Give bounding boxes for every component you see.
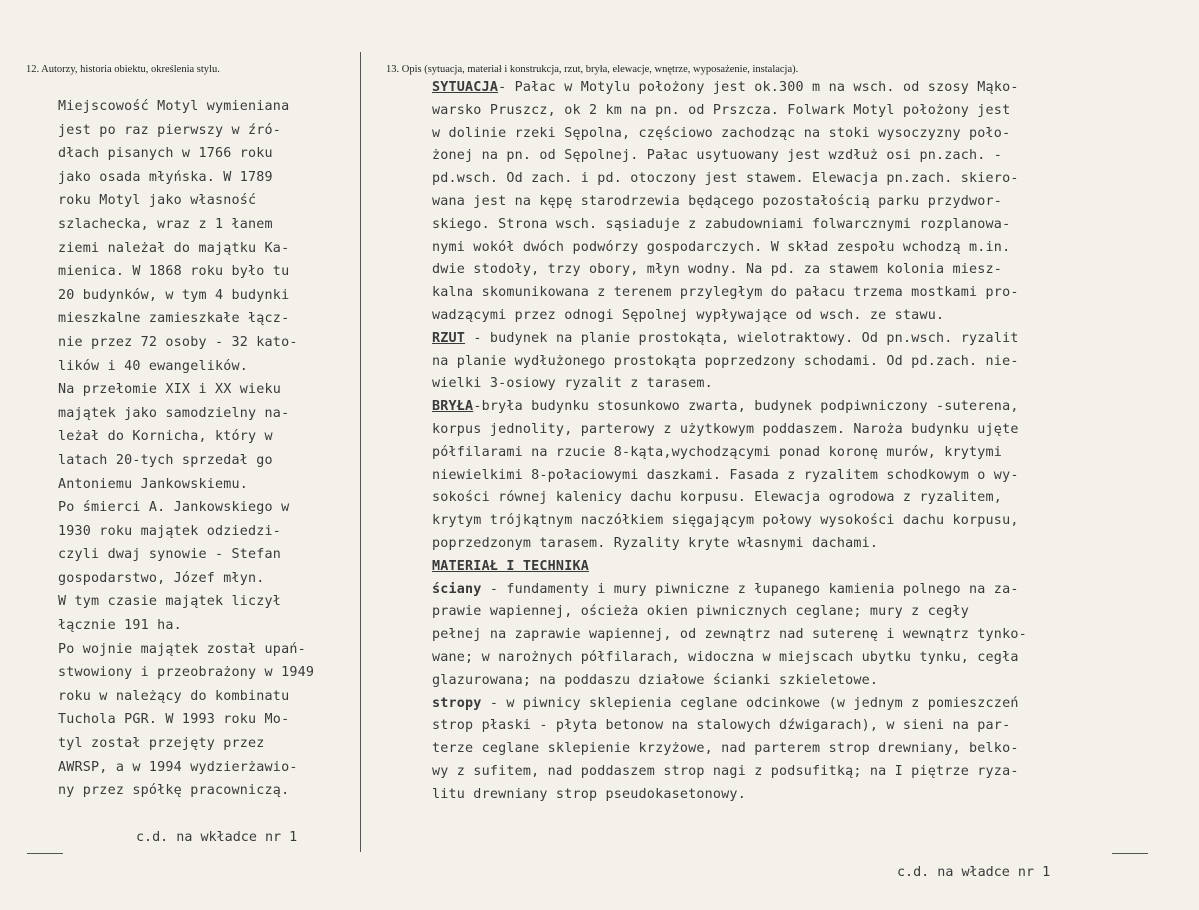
line-text: wana jest na kępę starodrzewia będącego pozostałością parku przydwor- [432,193,1003,209]
history-text-line: Na przełomie XIX i XX wieku [58,382,282,398]
line-text: korpus jednolity, parterowy z użytkowym poddaszem. Naroża budynku ujęte [432,421,1019,437]
line-text: wielki 3-osiowy ryzalit z tarasem. [432,376,713,392]
description-text-line [432,784,1027,807]
description-text-line [432,533,1027,556]
description-text-line [432,715,1027,738]
right-end-rule [1112,853,1148,854]
line-text: niewielkimi 8-połaciowymi daszkami. Fasada z ryzalitem schodkowym o wy- [432,467,1019,483]
line-text: pełnej na zaprawie wapiennej, od zewnątrz nad suterenę i wewnątrz tynko- [432,627,1027,643]
section-label: SYTUACJA [432,80,499,95]
history-text-line: latach 20-tych sprzedał go [58,452,273,468]
section-label: RZUT [432,330,466,346]
line-text: pd.wsch. Od zach. i pd. otoczony jest stawem. Elewacja pn.zach. skiero- [432,171,1019,187]
section-label: MATERIAŁ I TECHNIKA [432,558,589,574]
line-text: kalna skomunikowana z terenem przyległym do pałacu trzema mostkami pro- [432,285,1019,301]
history-text-line: mieszkalne zamieszkałe łącz- [58,311,290,327]
history-text-line: gospodarstwo, Józef młyn. [58,570,265,586]
line-text: wy z sufitem, nad poddaszem strop nagi z podsufitką; na I piętrze ryza- [432,763,1019,779]
history-text-line: leżał do Kornicha, który w [58,429,273,445]
description-text-line [432,168,1027,191]
description-text-line [432,738,1027,761]
line-text: żonej na pn. od Sępolnej. Pałac usytuowany jest wzdłuż osi pn.zach. - [432,148,1003,164]
section-label: BRYŁA [432,399,474,415]
history-text-line: jest po raz pierwszy w źró- [58,122,282,138]
right-continued-note: c.d. na władce nr 1 [897,865,1051,880]
line-text: glazurowana; na poddaszu działowe ścianki szkieletowe. [432,672,879,688]
left-continued-note: c.d. na wkładce nr 1 [136,830,298,845]
description-text-line [432,373,1027,396]
description-text-line [432,77,1027,100]
line-text: prawie wapiennej, ościeża okien piwnicznych ceglane; mury z cegły [432,604,970,620]
description-text-line [432,145,1027,168]
history-text-line: nie przez 72 osoby - 32 kato- [58,334,298,350]
history-text-line: szlachecka, wraz z 1 łanem [58,216,273,232]
line-text: dwie stodoły, trzy obory, młyn wodny. Na pd. za stawem kolonia miesz- [432,262,1003,278]
history-text-line: Po wojnie majątek został upań- [58,641,306,657]
history-text-line: W tym czasie majątek liczył [58,594,282,610]
line-text: terze ceglane sklepienie krzyżowe, nad parterem strop drewniany, belko- [432,741,1019,757]
line-text: - fundamenty i mury piwniczne z łupanego kamienia polnego na za- [481,581,1019,597]
subsection-label: stropy [432,695,482,711]
description-text-line [432,601,1027,624]
description-text-line [432,100,1027,123]
history-text-line: Miejscowość Motyl wymieniana [58,99,290,114]
description-text-line [432,761,1027,784]
section-13-header: 13. Opis (sytuacja, materiał i konstrukcja, rzut, bryła, elewacje, wnętrze, wyposażenie, instalacja). [386,64,799,75]
description-text-line [432,282,1027,305]
history-text-line: ny przez spółkę pracowniczą. [58,783,290,799]
description-text-line [432,556,1027,579]
line-text: na planie wydłużonego prostokąta poprzedzony schodami. Od pd.zach. nie- [432,353,1019,369]
description-text-line [432,328,1027,351]
description-text-line [432,579,1027,602]
line-text: -bryła budynku stosunkowo zwarta, budynek podpiwniczony -suterena, [473,399,1019,415]
line-text: warsko Pruszcz, ok 2 km na pn. od Prszcza. Folwark Motyl położony jest [432,102,1011,118]
history-text-line: ziemi należał do majątku Ka- [58,240,290,256]
description-text-line [432,670,1027,693]
description-text-line [432,305,1027,328]
line-text: sokości równej kalenicy dachu korpusu. Elewacja ogrodowa z ryzalitem, [432,490,1003,506]
description-text-line [432,351,1027,374]
description-text-line [432,693,1027,716]
line-text: krytym trójkątnym naczółkiem sięgającym połowy wysokości dachu korpusu, [432,513,1019,529]
history-text-line: majątek jako samodzielny na- [58,405,290,421]
history-text-line: łącznie 191 ha. [58,618,182,634]
history-text-line: czyli dwaj synowie - Stefan [58,547,282,563]
line-text: strop płaski - płyta betonow na stalowych dźwigarach), w sieni na par- [432,718,1011,734]
line-text: półfilarami na rzucie 8-kąta,wychodzącymi ponad koronę murów, krytymi [432,444,1003,460]
left-end-rule [27,853,63,854]
history-text-line: stwowiony i przeobrażony w 1949 [58,665,315,681]
description-text-line [432,237,1027,260]
line-text: w dolinie rzeki Sępolna, częściowo zachodząc na stoki wysoczyzny poło- [432,125,1011,141]
line-text: - w piwnicy sklepienia ceglane odcinkowe (w jednym z pomieszczeń [481,695,1019,711]
description-text-line [432,396,1027,419]
line-text: litu drewniany strop pseudokasetonowy. [432,786,746,802]
history-text-line: mienica. W 1868 roku było tu [58,264,290,280]
line-text: poprzedzonym tarasem. Ryzality kryte własnymi dachami. [432,535,879,551]
line-text: nymi wokół dwóch podwórzy gospodarczych. W skład zespołu wchodzą m.in. [432,239,1011,255]
history-text-line: tyl został przejęty przez [58,736,265,752]
history-text-line: roku Motyl jako własność [58,193,257,209]
history-text-line: dłach pisanych w 1766 roku [58,146,273,162]
description-text-line [432,647,1027,670]
line-text: wane; w narożnych półfilarach, widoczna w miejscach ubytku tynku, cegła [432,649,1019,665]
description-text-column [432,77,1027,807]
history-text-line: Tuchola PGR. W 1993 roku Mo- [58,712,290,728]
description-text-line [432,510,1027,533]
description-text-line [432,465,1027,488]
description-text-line [432,259,1027,282]
history-text-line: roku w należący do kombinatu [58,688,290,704]
history-text-line: 1930 roku majątek odziedzi- [58,523,282,539]
history-text-line: Antoniemu Jankowskiemu. [58,476,249,492]
description-text-line [432,624,1027,647]
description-text-line [432,214,1027,237]
subsection-label: ściany [432,581,482,597]
line-text: wadzącymi przez odnogi Sępolnej wypływające od wsch. ze stawu. [432,307,945,323]
history-text-line: AWRSP, a w 1994 wydzierżawio- [58,759,298,775]
line-text: - budynek na planie prostokąta, wielotraktowy. Od pn.wsch. ryzalit [465,330,1019,346]
history-text-line: lików i 40 ewangelików. [58,358,249,374]
description-text-line [432,442,1027,465]
description-text-line [432,123,1027,146]
line-text: skiego. Strona wsch. sąsiaduje z zabudowniami folwarcznymi rozplanowa- [432,216,1011,232]
description-text-line [432,191,1027,214]
history-text-column [58,95,314,803]
line-text: - Pałac w Motylu położony jest ok.300 m na wsch. od szosy Mąko- [498,80,1019,95]
history-text-line: Po śmierci A. Jankowskiego w [58,500,290,516]
section-12-header: 12. Autorzy, historia obiektu, określenia stylu. [26,64,220,75]
history-text-line: 20 budynków, w tym 4 budynki [58,287,290,303]
description-text-line [432,419,1027,442]
column-divider [360,52,361,852]
description-text-line [432,487,1027,510]
history-text-line: jako osada młyńska. W 1789 [58,169,273,185]
